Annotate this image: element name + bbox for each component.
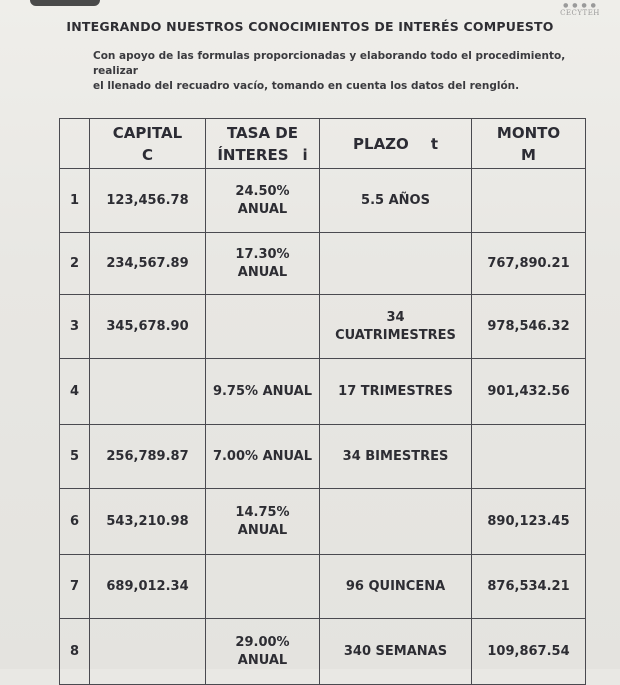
cell-tasa: 24.50% ANUAL — [206, 169, 320, 233]
cell-monto: 767,890.21 — [472, 233, 586, 295]
row-number: 7 — [60, 555, 90, 619]
cell-capital: 543,210.98 — [90, 489, 206, 555]
cell-tasa: 17.30% ANUAL — [206, 233, 320, 295]
cell-capital — [90, 619, 206, 685]
table-row — [60, 489, 586, 555]
cell-tasa — [206, 295, 320, 359]
cell-tasa — [206, 555, 320, 619]
cell-plazo — [320, 489, 472, 555]
instructions-line-1: Con apoyo de las formulas proporcionadas y elaborando todo el procedimiento, realizar — [93, 50, 566, 77]
instructions — [93, 49, 603, 94]
row-number: 6 — [60, 489, 90, 555]
cell-tasa: 9.75% ANUAL — [206, 359, 320, 425]
instructions-line-2: el llenado del recuadro vacío, tomando en cuenta los datos del renglón. — [93, 80, 520, 92]
table-row — [60, 169, 586, 233]
binder-clip — [30, 0, 100, 6]
header-capital: CAPITAL C — [90, 119, 206, 169]
cell-capital: 345,678.90 — [90, 295, 206, 359]
table-row — [60, 425, 586, 489]
cell-capital — [90, 359, 206, 425]
table-row — [60, 555, 586, 619]
cell-monto — [472, 425, 586, 489]
row-number: 5 — [60, 425, 90, 489]
cell-plazo: 96 QUINCENA — [320, 555, 472, 619]
cell-tasa: 29.00% ANUAL — [206, 619, 320, 685]
header-monto: MONTO M — [472, 119, 586, 169]
table-row — [60, 359, 586, 425]
page-title: INTEGRANDO NUESTROS CONOCIMIENTOS DE INTERÉS COMPUESTO — [66, 19, 554, 34]
header-row — [60, 119, 586, 169]
table-row — [60, 619, 586, 685]
table-row — [60, 295, 586, 359]
cell-capital: 234,567.89 — [90, 233, 206, 295]
header-number — [60, 119, 90, 169]
row-number: 3 — [60, 295, 90, 359]
row-number: 2 — [60, 233, 90, 295]
cell-plazo: 34 BIMESTRES — [320, 425, 472, 489]
cell-tasa: 14.75% ANUAL — [206, 489, 320, 555]
cell-monto — [472, 169, 586, 233]
cell-plazo — [320, 233, 472, 295]
header-plazo: PLAZO t — [320, 119, 472, 169]
row-number: 1 — [60, 169, 90, 233]
row-number: 4 — [60, 359, 90, 425]
cell-plazo: 340 SEMANAS — [320, 619, 472, 685]
cell-plazo: 34 CUATRIMESTRES — [320, 295, 472, 359]
cell-monto: 109,867.54 — [472, 619, 586, 685]
table-row — [60, 233, 586, 295]
school-logo: ● ● ● ● CECYTEH — [556, 2, 604, 22]
header-tasa: TASA DE ÍNTERES i — [206, 119, 320, 169]
cell-plazo: 17 TRIMESTRES — [320, 359, 472, 425]
interest-table — [59, 118, 586, 685]
cell-monto: 901,432.56 — [472, 359, 586, 425]
cell-tasa: 7.00% ANUAL — [206, 425, 320, 489]
logo-text: CECYTEH — [560, 9, 600, 17]
cell-monto: 876,534.21 — [472, 555, 586, 619]
cell-capital: 256,789.87 — [90, 425, 206, 489]
cell-plazo: 5.5 AÑOS — [320, 169, 472, 233]
cell-capital: 689,012.34 — [90, 555, 206, 619]
row-number: 8 — [60, 619, 90, 685]
cell-capital: 123,456.78 — [90, 169, 206, 233]
cell-monto: 890,123.45 — [472, 489, 586, 555]
cell-monto: 978,546.32 — [472, 295, 586, 359]
